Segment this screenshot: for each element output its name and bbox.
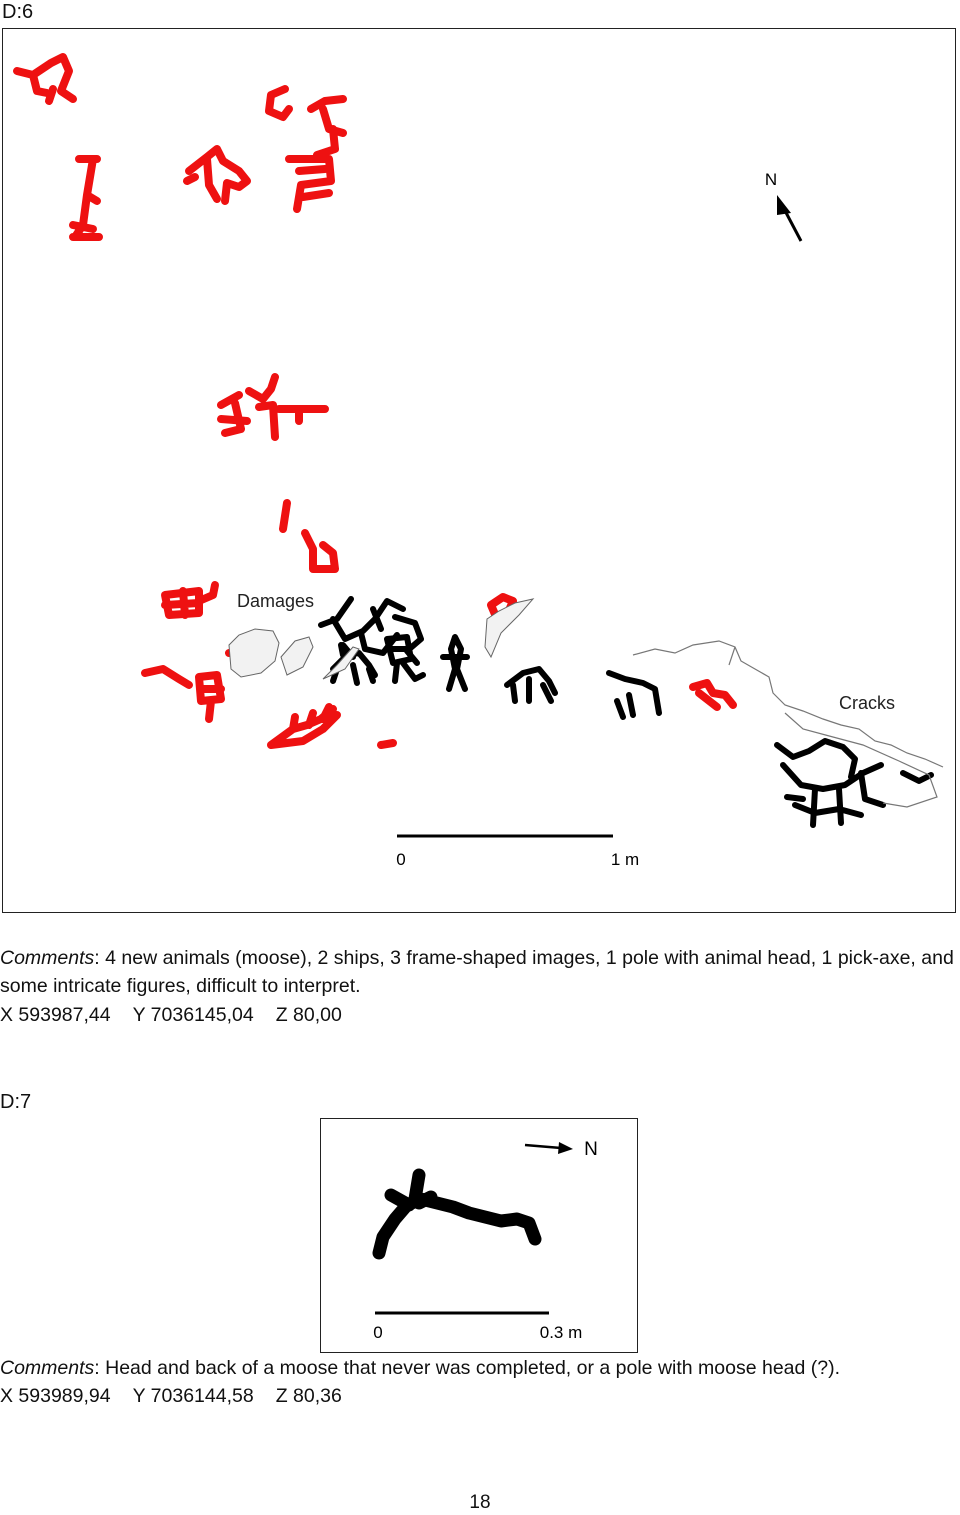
north-label-d6: N [764, 170, 778, 189]
coord-y-d7: Y 7036144,58 [132, 1385, 254, 1407]
coord-y-d6: Y 7036145,04 [132, 1004, 254, 1026]
red-moose-1 [187, 149, 247, 201]
red-frame-left [165, 585, 215, 615]
scale-end-d6: 1 m [610, 850, 640, 869]
scale-start-d7: 0 [373, 1323, 383, 1342]
coord-z-d7: Z 80,36 [275, 1385, 342, 1407]
coordinates-d6 [0, 1001, 364, 1029]
cracks-line [633, 641, 943, 807]
red-pole-short [283, 503, 287, 529]
cracks-label: Cracks [839, 693, 896, 713]
scale-start-d6: 0 [396, 850, 406, 869]
coordinates-d7 [0, 1382, 364, 1410]
black-moose-2 [507, 669, 555, 701]
rock-carving-map-d7 [321, 1119, 636, 1351]
red-figure-top-left [17, 57, 73, 101]
scale-end-d7: 0.3 m [539, 1323, 583, 1342]
red-figure-frame-tall [289, 99, 343, 209]
red-figure-hook [269, 89, 289, 117]
red-frame-lower [199, 675, 221, 719]
panel-d6-label: D:6 [2, 1, 34, 23]
damage-area-1 [229, 629, 279, 677]
north-label-d7: N [584, 1139, 598, 1160]
comment-d6 [0, 944, 955, 1000]
coord-x-d6: X 593987,44 [0, 1004, 111, 1026]
north-arrow-d6 [777, 195, 801, 241]
black-pick-axe [609, 673, 659, 717]
red-arc-left [145, 669, 189, 685]
damages-label: Damages [237, 591, 315, 611]
panel-d7-figure [320, 1118, 638, 1353]
damage-area-2 [281, 637, 313, 675]
coord-z-d6: Z 80,00 [275, 1004, 342, 1026]
new-figures [17, 57, 733, 745]
comment-label-d7: Comments [0, 1357, 95, 1379]
red-ship-2 [271, 707, 337, 745]
page-number: 18 [469, 1492, 491, 1513]
comment-d7 [0, 1354, 955, 1382]
black-moose-head-figure [379, 1175, 535, 1253]
red-figure-small-frame [305, 533, 335, 569]
coord-x-d7: X 593989,94 [0, 1385, 111, 1407]
red-dash [381, 743, 393, 745]
panel-d6-figure [2, 28, 956, 913]
comment-text-d7: : Head and back of a moose that never was completed, or a pole with moose head (?). [94, 1357, 841, 1379]
north-arrow-d7 [525, 1142, 573, 1154]
red-figure-right-loop [693, 683, 733, 707]
rock-carving-map-d6 [3, 29, 954, 911]
panel-d7-label: D:7 [0, 1091, 32, 1113]
comment-label-d6: Comments [0, 947, 95, 969]
red-pole-figure [73, 159, 99, 237]
comment-text-d6: : 4 new animals (moose), 2 ships, 3 frame-shaped images, 1 pole with animal head, 1 pick-axe, and some intricate figures, difficult to interpret. [0, 947, 954, 997]
black-intricate-cluster [321, 599, 421, 663]
black-human-figure [443, 637, 467, 689]
red-ship-1 [221, 377, 325, 437]
